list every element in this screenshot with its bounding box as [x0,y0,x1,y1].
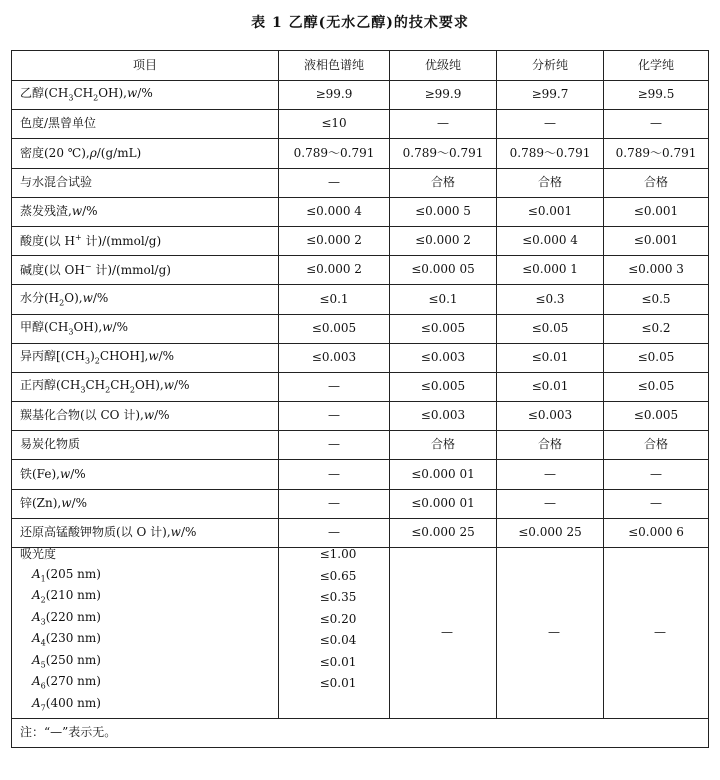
row-item [12,431,279,460]
item-label: 锌(Zn),w/% [20,495,87,510]
table-row [12,81,709,110]
value-cell: ≤0.000 25 [497,518,604,547]
absorbance-value: ≤0.35 [319,590,357,604]
item-label: 还原高锰酸钾物质(以 O 计),w/% [20,525,197,539]
table-row [12,460,709,489]
value-cell: ≤0.005 [390,314,497,343]
value-cell: ≤0.05 [604,372,709,401]
absorbance-wavelength [20,632,278,654]
value-cell: — [497,489,604,518]
value-cell: ≤0.001 [604,226,709,255]
item-label: 密度(20 ℃),ρ/(g/mL) [20,145,142,160]
item-label: 色度/黑曾单位 [20,116,97,131]
table-row [12,226,709,255]
absorbance-values-cell [279,548,390,719]
row-item [12,518,279,547]
row-item [12,81,279,110]
absorbance-value: ≤0.65 [319,568,357,583]
row-item [12,489,279,518]
value-cell: 0.789～0.791 [604,139,709,168]
value-cell: 合格 [604,431,709,460]
row-item [12,256,279,285]
item-label: 与水混合试验 [20,174,93,189]
value-cell: ≤0.000 2 [390,226,497,255]
absorbance-none-cell: — [497,548,604,719]
absorbance-wavelength [20,611,278,633]
value-cell: ≤0.000 4 [279,197,390,226]
item-label: 正丙醇$(CH_3CH_2CH_2OH),w/\%$ [20,378,190,395]
note-row [12,719,709,748]
value-cell: — [390,110,497,139]
header-ar-grade: 分析纯 [497,51,604,81]
value-cell: — [279,168,390,197]
table-row [12,518,709,547]
value-cell: — [604,110,709,139]
absorbance-wavelength [20,675,278,697]
table-row [12,431,709,460]
value-cell: ≤0.000 4 [497,226,604,255]
table-row [12,343,709,372]
header-item: 项目 [12,51,279,81]
absorbance-value: ≤0.20 [319,611,357,626]
item-label: 异丙醇$[(CH_3)_2CHOH],w/\%$ [20,348,175,366]
absorbance-wavelength-label: $A_3(220$ nm) [32,609,101,627]
value-cell: ≤0.5 [604,285,709,314]
value-cell: ≤0.003 [390,402,497,431]
value-cell: — [279,518,390,547]
absorbance-value: ≤0.04 [319,633,357,647]
row-item [12,402,279,431]
table-row [12,256,709,285]
table-row [12,402,709,431]
value-cell: ≤0.05 [604,343,709,372]
row-item [12,285,279,314]
item-label: 易炭化物质 [20,437,81,452]
value-cell: ≤0.1 [390,285,497,314]
value-cell: ≤0.05 [497,314,604,343]
value-cell: ≤0.3 [497,285,604,314]
absorbance-wavelength-label: $A_7(400$ nm) [32,695,101,713]
value-cell: — [279,460,390,489]
table-row [12,110,709,139]
header-gr-grade: 优级纯 [390,51,497,81]
value-cell: ≤0.2 [604,314,709,343]
row-item [12,460,279,489]
absorbance-wavelength [20,697,278,719]
value-cell: ≤0.1 [279,285,390,314]
value-cell: — [279,402,390,431]
item-label: 甲醇$(CH_3OH),w/\%$ [20,319,128,337]
value-cell: ≤0.005 [279,314,390,343]
item-label: 乙醇$(CH_3CH_2OH),w/\%$ [20,86,153,103]
item-label: 碱度(以 OH− 计)/(mmol/g) [20,262,171,278]
absorbance-wavelength-label: $A_6(270$ nm) [32,674,101,691]
table-row [12,197,709,226]
value-cell: ≤0.000 01 [390,489,497,518]
value-cell: ≤0.003 [390,343,497,372]
table-row [12,168,709,197]
absorbance-label-cell [12,548,279,719]
value-cell: ≤0.000 1 [497,256,604,285]
value-cell: — [279,489,390,518]
header-lc-grade: 液相色谱纯 [279,51,390,81]
absorbance-wavelength-label: $A_1(205$ nm) [32,566,101,584]
value-cell: ≥99.5 [604,81,709,110]
value-cell: — [604,489,709,518]
value-cell: ≤10 [279,110,390,139]
value-cell: ≤0.000 2 [279,256,390,285]
value-cell: ≤0.003 [279,343,390,372]
item-label: 蒸发残渣,w/% [20,203,98,218]
row-item [12,168,279,197]
value-cell: ≤0.003 [497,402,604,431]
row-item [12,343,279,372]
value-cell: ≤0.005 [604,402,709,431]
value-cell: 0.789～0.791 [497,139,604,168]
value-cell: 合格 [390,168,497,197]
absorbance-row [12,548,709,719]
header-row [12,51,709,81]
absorbance-wavelength-label: $A_4(230$ nm) [32,631,101,648]
value-cell: 0.789～0.791 [390,139,497,168]
absorbance-value: ≤0.01 [319,676,357,690]
value-cell: ≤0.005 [390,372,497,401]
item-label: 羰基化合物(以 CO 计),w/% [20,408,170,423]
value-cell: — [279,372,390,401]
value-cell: — [497,110,604,139]
value-cell: — [497,460,604,489]
value-cell: — [279,431,390,460]
absorbance-wavelength-label: $A_2(210$ nm) [32,588,101,605]
absorbance-wavelength [20,654,278,676]
row-item [12,139,279,168]
value-cell: ≤0.000 6 [604,518,709,547]
row-item [12,314,279,343]
row-item [12,197,279,226]
value-cell: ≤0.01 [497,343,604,372]
table-row [12,314,709,343]
value-cell: 合格 [604,168,709,197]
absorbance-value: ≤1.00 [319,547,357,561]
item-label: 酸度(以 H+ 计)/(mmol/g) [20,233,162,249]
value-cell: 0.789～0.791 [279,139,390,168]
value-cell: 合格 [390,431,497,460]
header-cp-grade: 化学纯 [604,51,709,81]
value-cell: ≤0.000 25 [390,518,497,547]
value-cell: ≤0.01 [497,372,604,401]
absorbance-value: ≤0.01 [319,654,357,669]
value-cell: 合格 [497,168,604,197]
row-item [12,110,279,139]
value-cell: ≤0.000 2 [279,226,390,255]
item-label: 水分$(H_2O),w/\%$ [20,290,109,307]
value-cell: ≥99.9 [279,81,390,110]
table-row [12,285,709,314]
value-cell: ≥99.9 [390,81,497,110]
value-cell: ≤0.000 05 [390,256,497,285]
value-cell: ≤0.000 01 [390,460,497,489]
row-item [12,372,279,401]
value-cell: ≤0.000 3 [604,256,709,285]
absorbance-wavelength [20,568,278,590]
absorbance-wavelength-label: $A_5(250$ nm) [32,652,101,670]
table-row [12,372,709,401]
table-row [12,489,709,518]
absorbance-heading: 吸光度 [20,547,57,561]
row-item [12,226,279,255]
value-cell: ≤0.001 [497,197,604,226]
spec-table [11,50,709,748]
value-cell: 合格 [497,431,604,460]
table-title: 表 1 乙醇(无水乙醇)的技术要求 [251,15,469,31]
table-note: 注：“—”表示无。 [12,719,709,748]
value-cell: ≥99.7 [497,81,604,110]
item-label: 铁(Fe),w/% [20,466,86,481]
absorbance-none-cell: — [390,548,497,719]
value-cell: ≤0.001 [604,197,709,226]
absorbance-wavelength [20,589,278,611]
value-cell: ≤0.000 5 [390,197,497,226]
value-cell: — [604,460,709,489]
table-row [12,139,709,168]
absorbance-none-cell: — [604,548,709,719]
